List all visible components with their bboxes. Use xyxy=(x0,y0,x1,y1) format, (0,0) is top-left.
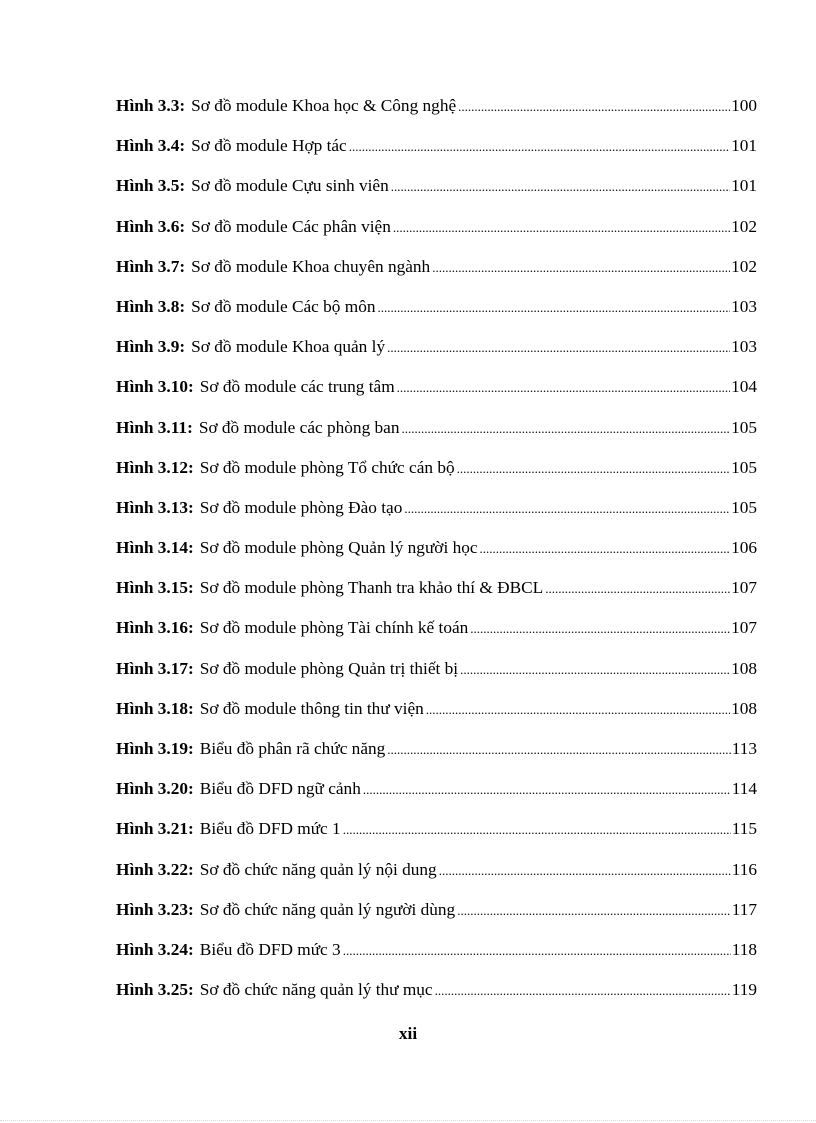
dot-leader xyxy=(397,376,730,400)
figure-page-number: 108 xyxy=(731,698,757,718)
figure-page-number: 103 xyxy=(731,337,757,357)
figure-label: Hình 3.5: xyxy=(116,176,186,196)
toc-entry[interactable] xyxy=(116,777,757,817)
dot-leader xyxy=(401,417,730,441)
figure-label: Hình 3.15: xyxy=(116,578,194,598)
figure-title: Sơ đồ module phòng Quản lý người học xyxy=(199,538,478,558)
figure-label: Hình 3.4: xyxy=(116,136,186,156)
figure-title: Sơ đồ module Khoa học & Công nghệ xyxy=(191,96,457,115)
figure-title: Sơ đồ chức năng quản lý nội dung xyxy=(199,859,437,879)
figure-title: Sơ đồ module phòng Tổ chức cán bộ xyxy=(199,457,455,477)
figure-page-number: 101 xyxy=(731,176,757,196)
toc-entry[interactable] xyxy=(116,697,757,737)
figure-page-number: 113 xyxy=(731,739,757,758)
page-bottom-divider xyxy=(0,1120,816,1121)
toc-entry[interactable] xyxy=(116,817,757,857)
dot-leader xyxy=(363,778,731,802)
figure-label: Hình 3.13: xyxy=(116,497,194,517)
figure-title: Biểu đồ DFD ngữ cảnh xyxy=(199,779,361,799)
figure-label: Hình 3.22: xyxy=(116,859,194,879)
figure-label: Hình 3.12: xyxy=(116,457,194,477)
dot-leader xyxy=(435,979,731,1003)
toc-entry[interactable] xyxy=(116,858,757,898)
toc-entry[interactable] xyxy=(116,978,757,1018)
figure-page-number: 108 xyxy=(731,658,757,678)
figure-title: Sơ đồ module thông tin thư viện xyxy=(199,698,424,718)
dot-leader xyxy=(387,336,730,360)
figure-label: Hình 3.23: xyxy=(116,899,194,919)
dot-leader xyxy=(393,216,730,240)
figure-title: Sơ đồ module phòng Đào tạo xyxy=(199,497,403,517)
figure-title: Sơ đồ module Khoa chuyên ngành xyxy=(191,256,431,276)
figure-title: Sơ đồ module các trung tâm xyxy=(199,377,395,397)
figure-title: Sơ đồ chức năng quản lý thư mục xyxy=(199,980,433,1000)
figure-page-number: 115 xyxy=(731,819,757,839)
figure-title: Biểu đồ DFD mức 1 xyxy=(199,819,341,839)
figure-page-number: 105 xyxy=(731,457,757,477)
figure-label: Hình 3.21: xyxy=(116,819,194,839)
figure-label: Hình 3.19: xyxy=(116,739,194,758)
figure-page-number: 107 xyxy=(731,578,757,598)
figure-label: Hình 3.3: xyxy=(116,96,186,115)
figure-label: Hình 3.7: xyxy=(116,256,186,276)
figure-title: Sơ đồ module Hợp tác xyxy=(191,136,347,156)
figure-label: Hình 3.25: xyxy=(116,980,194,1000)
figure-label: Hình 3.8: xyxy=(116,296,186,316)
figure-title: Sơ đồ module Các phân viện xyxy=(191,216,391,236)
dot-leader xyxy=(480,537,731,561)
dot-leader xyxy=(460,658,730,682)
toc-entry[interactable] xyxy=(116,416,757,456)
figure-label: Hình 3.17: xyxy=(116,658,194,678)
figure-title: Sơ đồ module phòng Tài chính kế toán xyxy=(199,618,469,638)
figure-label: Hình 3.11: xyxy=(116,417,193,437)
figure-title: Sơ đồ module Các bộ môn xyxy=(191,296,376,316)
dot-leader xyxy=(457,457,730,481)
dot-leader xyxy=(439,859,731,883)
figure-page-number: 104 xyxy=(731,377,757,397)
toc-entry[interactable] xyxy=(116,737,757,777)
figure-label: Hình 3.20: xyxy=(116,779,194,799)
dot-leader xyxy=(470,617,730,641)
dot-leader xyxy=(457,899,731,923)
toc-entry[interactable] xyxy=(116,174,757,214)
dot-leader xyxy=(545,577,730,601)
figure-title: Sơ đồ module Cựu sinh viên xyxy=(191,176,389,196)
dot-leader xyxy=(343,939,731,963)
figure-page-number: 105 xyxy=(731,417,757,437)
figure-page-number: 103 xyxy=(731,296,757,316)
toc-entry[interactable] xyxy=(116,215,757,255)
figure-page-number: 114 xyxy=(731,779,757,799)
toc-entry[interactable] xyxy=(116,335,757,375)
toc-entry[interactable] xyxy=(116,375,757,415)
figure-title: Biểu đồ phân rã chức năng xyxy=(199,739,386,758)
dot-leader xyxy=(391,175,730,199)
toc-entry[interactable] xyxy=(116,938,757,978)
figure-label: Hình 3.9: xyxy=(116,337,186,357)
figure-page-number: 116 xyxy=(731,859,757,879)
figure-page-number: 118 xyxy=(731,939,757,959)
toc-entry[interactable] xyxy=(116,576,757,616)
toc-entry[interactable] xyxy=(116,616,757,656)
figure-page-number: 102 xyxy=(731,256,757,276)
figure-page-number: 102 xyxy=(731,216,757,236)
figure-page-number: 105 xyxy=(731,497,757,517)
figure-title: Sơ đồ module phòng Thanh tra khảo thí & ĐBCL xyxy=(199,578,544,598)
figure-label: Hình 3.6: xyxy=(116,216,186,236)
figure-label: Hình 3.14: xyxy=(116,538,194,558)
figure-page-number: 100 xyxy=(731,96,757,115)
figure-title: Biểu đồ DFD mức 3 xyxy=(199,939,341,959)
toc-entry[interactable] xyxy=(116,255,757,295)
dot-leader xyxy=(378,296,731,320)
toc-entry[interactable] xyxy=(116,898,757,938)
dot-leader xyxy=(343,818,731,842)
dot-leader xyxy=(349,135,730,159)
figure-title: Sơ đồ module phòng Quản trị thiết bị xyxy=(199,658,459,678)
figure-page-number: 107 xyxy=(731,618,757,638)
figure-label: Hình 3.24: xyxy=(116,939,194,959)
figure-page-number: 117 xyxy=(731,899,757,919)
dot-leader xyxy=(432,256,730,280)
figure-title: Sơ đồ module Khoa quản lý xyxy=(191,337,386,357)
toc-entry[interactable] xyxy=(116,496,757,536)
toc-entry[interactable] xyxy=(116,657,757,697)
toc-entry[interactable] xyxy=(116,536,757,576)
figure-page-number: 101 xyxy=(731,136,757,156)
toc-entry[interactable] xyxy=(116,456,757,496)
figure-page-number: 106 xyxy=(731,538,757,558)
figure-title: Sơ đồ chức năng quản lý người dùng xyxy=(199,899,456,919)
figure-label: Hình 3.16: xyxy=(116,618,194,638)
figure-title: Sơ đồ module các phòng ban xyxy=(198,417,400,437)
toc-entry[interactable] xyxy=(116,134,757,174)
dot-leader xyxy=(387,738,730,762)
figure-page-number: 119 xyxy=(731,980,757,1000)
dot-leader xyxy=(404,497,730,521)
dot-leader xyxy=(458,95,730,119)
toc-entry[interactable] xyxy=(116,94,757,134)
toc-entry[interactable] xyxy=(116,295,757,335)
figure-list xyxy=(116,94,757,1018)
page-number: xii xyxy=(398,1024,418,1043)
figure-label: Hình 3.10: xyxy=(116,377,194,397)
dot-leader xyxy=(426,698,730,722)
figure-label: Hình 3.18: xyxy=(116,698,194,718)
